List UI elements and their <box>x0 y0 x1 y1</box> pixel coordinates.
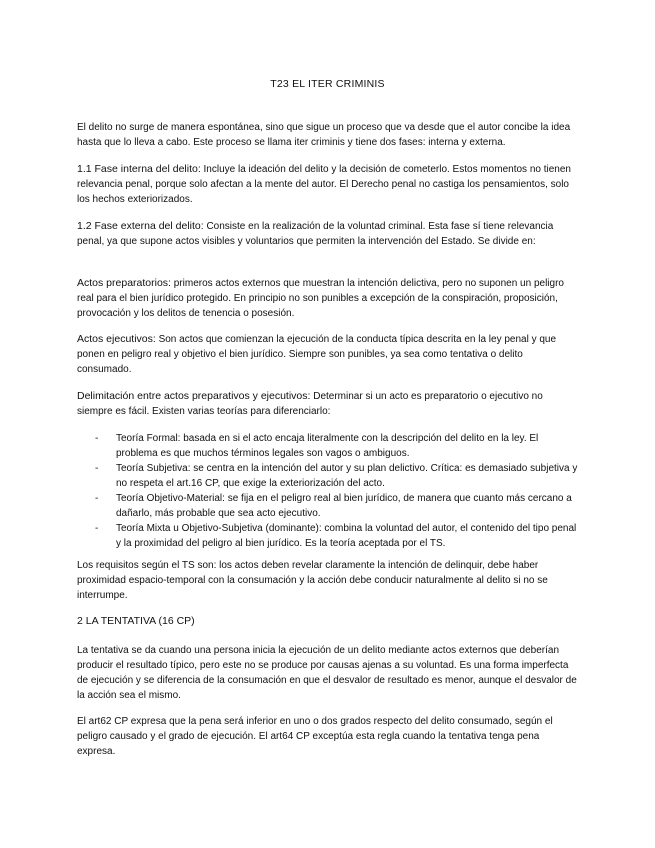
teorias-list <box>77 431 579 551</box>
bullet-dash: - <box>95 493 99 504</box>
tentativa-heading: 2 LA TENTATIVA (16 CP) <box>77 615 195 627</box>
delimitacion-text: Determinar si un acto es preparatorio o ejecutivo no siempre es fácil. Existen varias teorías para diferenciarlo: <box>77 391 543 417</box>
bullet-dash: - <box>95 433 99 444</box>
delimitacion-label: Delimitación entre actos preparativos y ejecutivos: <box>77 390 311 402</box>
requisitos-paragraph: Los requisitos según el TS son: los actos deben revelar claramente la intención de delinquir, debe haber proximidad espacio-temporal con la consumación y la acción debe conducir naturalmente al delito si no se interrumpe. <box>77 560 548 601</box>
fase-externa-text: Consiste en la realización de la voluntad criminal. Esta fase sí tiene relevancia penal, ya que supone actos visibles y voluntarios que permiten la intervención del Estado. Se divide en: <box>77 221 554 247</box>
actos-ejecutivos-text: Son actos que comienzan la ejecución de la conducta típica descrita en la ley penal y que ponen en peligro real y objetivo el bien jurídico. Siempre son punibles, ya sea como tentativa o delito consumado. <box>77 334 557 375</box>
bullet-dash: - <box>95 463 99 474</box>
delimitacion-paragraph <box>77 389 579 419</box>
list-item <box>77 521 579 551</box>
intro-paragraph: El delito no surge de manera espontánea, sino que sigue un proceso que va desde que el autor concibe la idea hasta que lo lleva a cabo. Este proceso se llama iter criminis y tiene dos fases: interna y externa. <box>77 122 571 148</box>
actos-preparatorios-text: primeros actos externos que muestran la intención delictiva, pero no suponen un peligro real para el bien jurídico protegido. En principio no son punibles a excepción de la conspiración, proposición, provocación y los delitos de tenencia o posesión. <box>77 278 564 319</box>
tentativa-paragraph-2: El art62 CP expresa que la pena será inferior en uno o dos grados respecto del delito consumado, según el peligro causado y el grado de ejecución. El art64 CP exceptúa esta regla cuando la tentativa tenga pena expresa. <box>77 716 553 757</box>
list-item <box>77 461 579 491</box>
teoria-text: Teoría Formal: basada en si el acto encaja literalmente con la descripción del delito en la ley. El problema es que muchos términos legales son vagos o ambiguos. <box>116 433 539 459</box>
teoria-text: Teoría Mixta u Objetivo-Subjetiva (dominante): combina la voluntad del autor, el contenido del tipo penal y la proximidad del peligro al bien jurídico. Es la teoría aceptada por el TS. <box>116 523 577 549</box>
fase-interna-text: Incluye la ideación del delito y la decisión de cometerlo. Estos momentos no tienen relevancia penal, porque solo afectan a la mente del autor. El Derecho penal no castiga los pensamientos, solo los hechos exteriorizados. <box>77 164 571 205</box>
fase-externa-label: 1.2 Fase externa del delito: <box>77 220 204 232</box>
fase-interna-label: 1.1 Fase interna del delito: <box>77 163 201 175</box>
actos-ejecutivos-paragraph <box>77 332 579 377</box>
actos-preparatorios-paragraph <box>77 276 579 321</box>
teoria-text: Teoría Objetivo-Material: se fija en el peligro real al bien jurídico, de manera que cuanto más cercano a dañarlo, más probable que sea acto ejecutivo. <box>116 493 572 519</box>
page-title: T23 EL ITER CRIMINIS <box>270 78 385 90</box>
actos-ejecutivos-label: Actos ejecutivos: <box>77 333 156 345</box>
fase-externa-paragraph <box>77 219 579 249</box>
fase-interna-paragraph <box>77 162 579 207</box>
list-item <box>77 491 579 521</box>
list-item <box>77 431 579 461</box>
teoria-text: Teoría Subjetiva: se centra en la intención del autor y su plan delictivo. Crítica: es demasiado subjetiva y no respeta el art.16 CP, que exige la exteriorización del acto. <box>116 463 578 489</box>
actos-preparatorios-label: Actos preparatorios: <box>77 277 171 289</box>
tentativa-paragraph-1: La tentativa se da cuando una persona inicia la ejecución de un delito mediante actos externos que deberían producir el resultado típico, pero este no se produce por causas ajenas a su voluntad. Es una forma imperfecta de ejecución y se diferencia de la consumación en que el desvalor de resultado es menor, aunque el desvalor de la acción sea el mismo. <box>77 645 577 701</box>
bullet-dash: - <box>95 523 99 534</box>
